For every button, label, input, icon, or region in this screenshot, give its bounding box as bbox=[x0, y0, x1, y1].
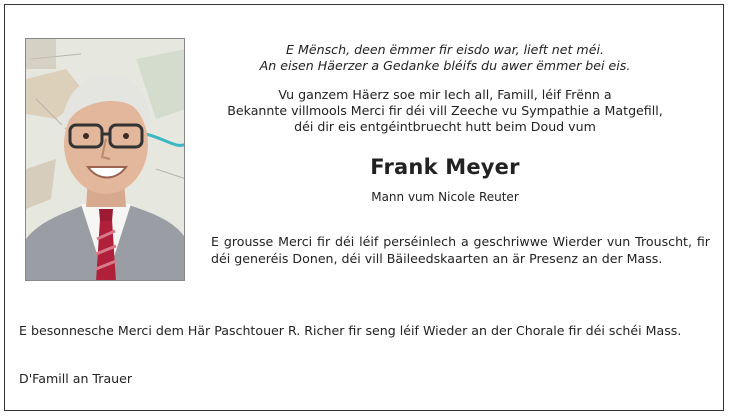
thanks-intro-line-3: déi dir eis entgéintbruecht hutt beim Doud vum bbox=[294, 119, 596, 134]
special-thanks-paragraph: E besonnesche Merci dem Här Paschtouer R. Richer fir seng léif Wieder an der Chorale fir déi schéi Mass. bbox=[19, 323, 682, 338]
quote-line-2: An eisen Häerzer a Gedanke bléifs du awer ëmmer bei eis. bbox=[259, 58, 631, 73]
relation-line: Mann vum Nicole Reuter bbox=[371, 190, 519, 204]
portrait-photo bbox=[25, 38, 185, 281]
gratitude-paragraph: E grousse Merci fir déi léif perséinlech a geschriwwe Wierder vun Trouscht, fir déi generéis Donen, déi vill Bäileedskaarten an är Presenz an der Mass. bbox=[211, 234, 710, 266]
quote-line-1: E Mënsch, deen ëmmer fir eisdo war, lieft net méi. bbox=[286, 42, 604, 57]
portrait-illustration bbox=[26, 39, 185, 281]
signature: D'Famill an Trauer bbox=[19, 371, 133, 386]
deceased-name: Frank Meyer bbox=[370, 155, 520, 179]
thanks-intro-line-1: Vu ganzem Häerz soe mir Iech all, Famill, léif Frënn a bbox=[278, 87, 612, 102]
thanks-intro-line-2: Bekannte villmools Merci fir déi vill Zeeche vu Sympathie a Matgefill, bbox=[227, 103, 663, 118]
